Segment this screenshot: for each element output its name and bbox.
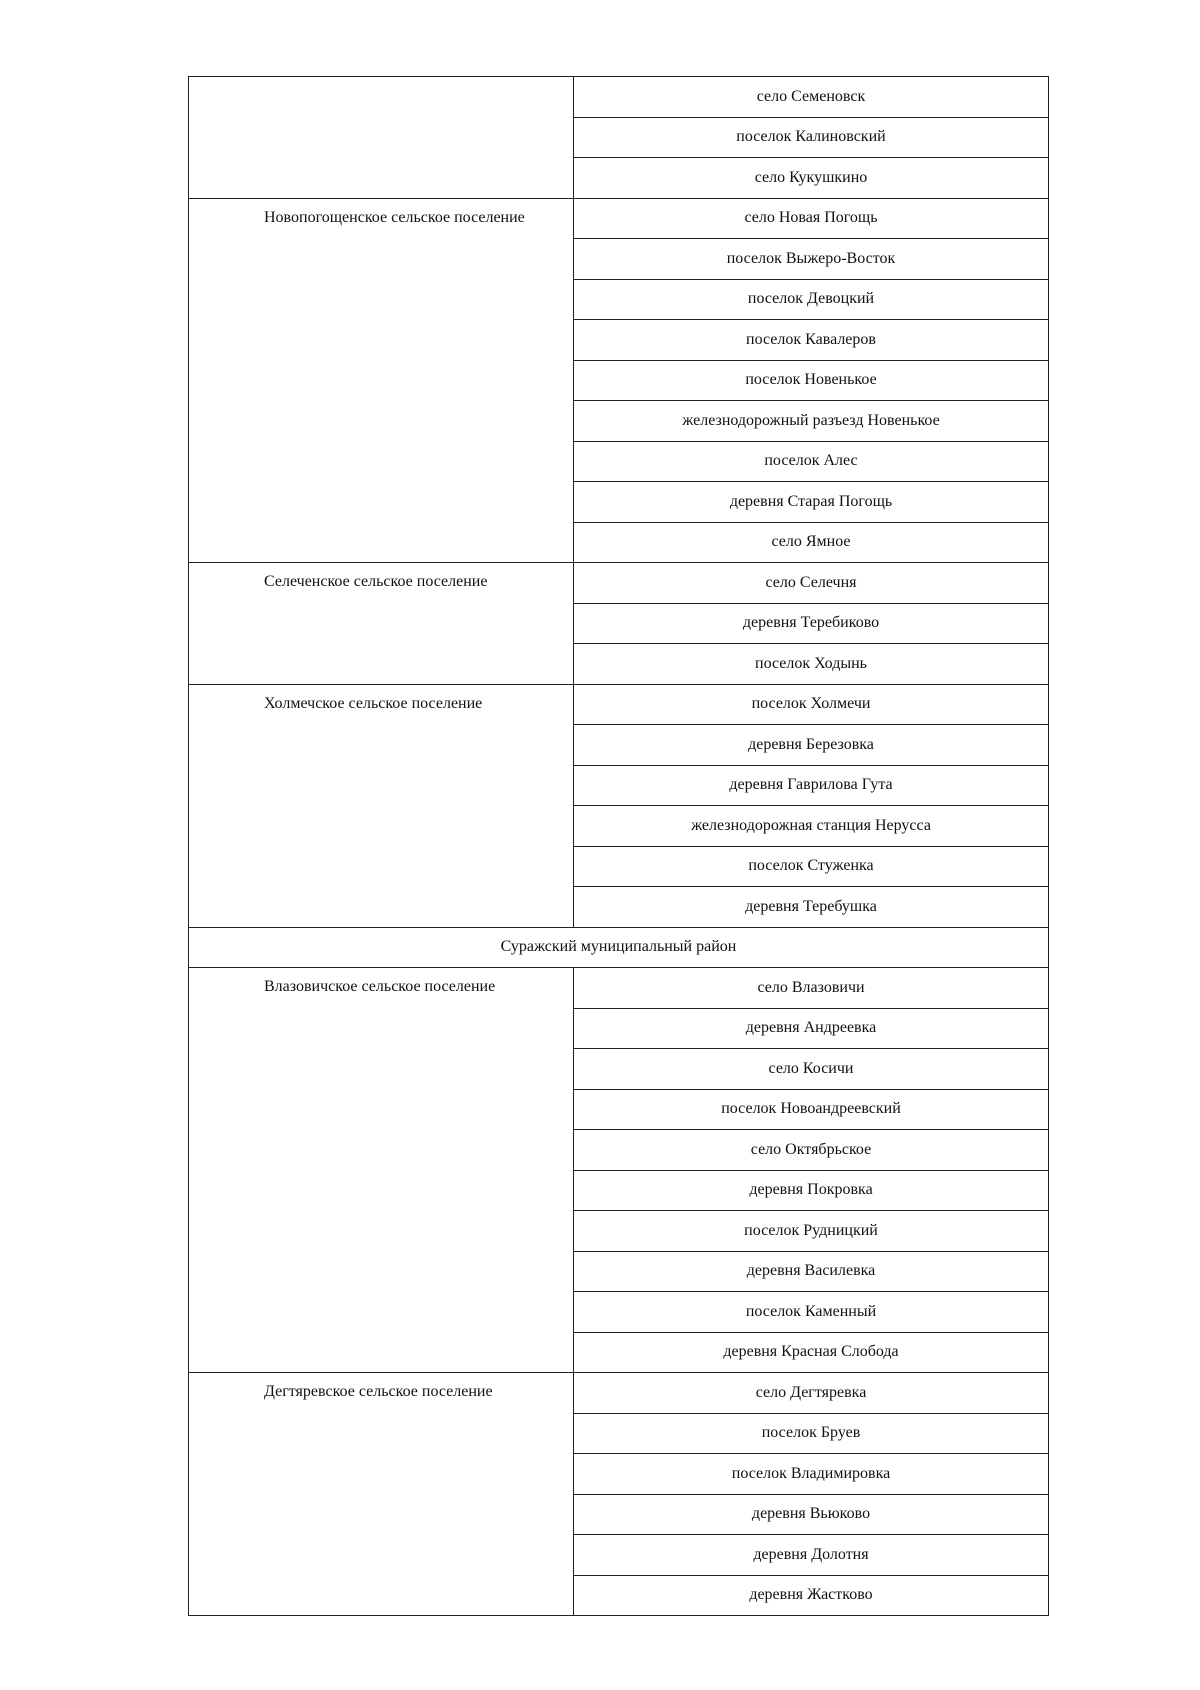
village-name: железнодорожный разъезд Новенькое [574, 401, 1049, 442]
village-name: поселок Холмечи [574, 684, 1049, 725]
village-name: деревня Березовка [574, 725, 1049, 766]
village-name: деревня Старая Погощь [574, 482, 1049, 523]
table-row [189, 77, 1049, 118]
village-name: деревня Теребушка [574, 887, 1049, 928]
village-name: село Семеновск [574, 77, 1049, 118]
settlements-table [188, 76, 1049, 1616]
village-name: деревня Долотня [574, 1535, 1049, 1576]
village-name: деревня Покровка [574, 1170, 1049, 1211]
settlement-name: Селеченское сельское поселение [189, 563, 574, 685]
village-name: поселок Ходынь [574, 644, 1049, 685]
table-row [189, 684, 1049, 725]
village-name: поселок Новенькое [574, 360, 1049, 401]
village-name: деревня Гаврилова Гута [574, 765, 1049, 806]
village-name: поселок Девоцкий [574, 279, 1049, 320]
district-row [189, 927, 1049, 968]
settlement-name: Влазовичское сельское поселение [189, 968, 574, 1373]
settlement-name: Новопогощенское сельское поселение [189, 198, 574, 563]
village-name: деревня Вьюково [574, 1494, 1049, 1535]
village-name: деревня Андреевка [574, 1008, 1049, 1049]
village-name: поселок Каменный [574, 1292, 1049, 1333]
village-name: деревня Василевка [574, 1251, 1049, 1292]
village-name: село Дегтяревка [574, 1373, 1049, 1414]
village-name: железнодорожная станция Нерусса [574, 806, 1049, 847]
village-name: село Косичи [574, 1049, 1049, 1090]
village-name: поселок Кавалеров [574, 320, 1049, 361]
village-name: деревня Теребиково [574, 603, 1049, 644]
village-name: село Ямное [574, 522, 1049, 563]
settlement-name [189, 77, 574, 199]
village-name: поселок Новоандреевский [574, 1089, 1049, 1130]
table-row [189, 968, 1049, 1009]
village-name: поселок Бруев [574, 1413, 1049, 1454]
table-row [189, 563, 1049, 604]
settlements-table-body [189, 77, 1049, 1616]
district-name: Суражский муниципальный район [189, 927, 1049, 968]
village-name: поселок Рудницкий [574, 1211, 1049, 1252]
village-name: село Октябрьское [574, 1130, 1049, 1171]
settlement-name: Дегтяревское сельское поселение [189, 1373, 574, 1616]
village-name: село Новая Погощь [574, 198, 1049, 239]
village-name: поселок Владимировка [574, 1454, 1049, 1495]
village-name: поселок Стуженка [574, 846, 1049, 887]
village-name: деревня Красная Слобода [574, 1332, 1049, 1373]
table-row [189, 198, 1049, 239]
village-name: поселок Калиновский [574, 117, 1049, 158]
village-name: село Влазовичи [574, 968, 1049, 1009]
village-name: поселок Выжеро-Восток [574, 239, 1049, 280]
table-row [189, 1373, 1049, 1414]
village-name: село Селечня [574, 563, 1049, 604]
settlement-name: Холмечское сельское поселение [189, 684, 574, 927]
village-name: село Кукушкино [574, 158, 1049, 199]
village-name: поселок Алес [574, 441, 1049, 482]
village-name: деревня Жастково [574, 1575, 1049, 1616]
